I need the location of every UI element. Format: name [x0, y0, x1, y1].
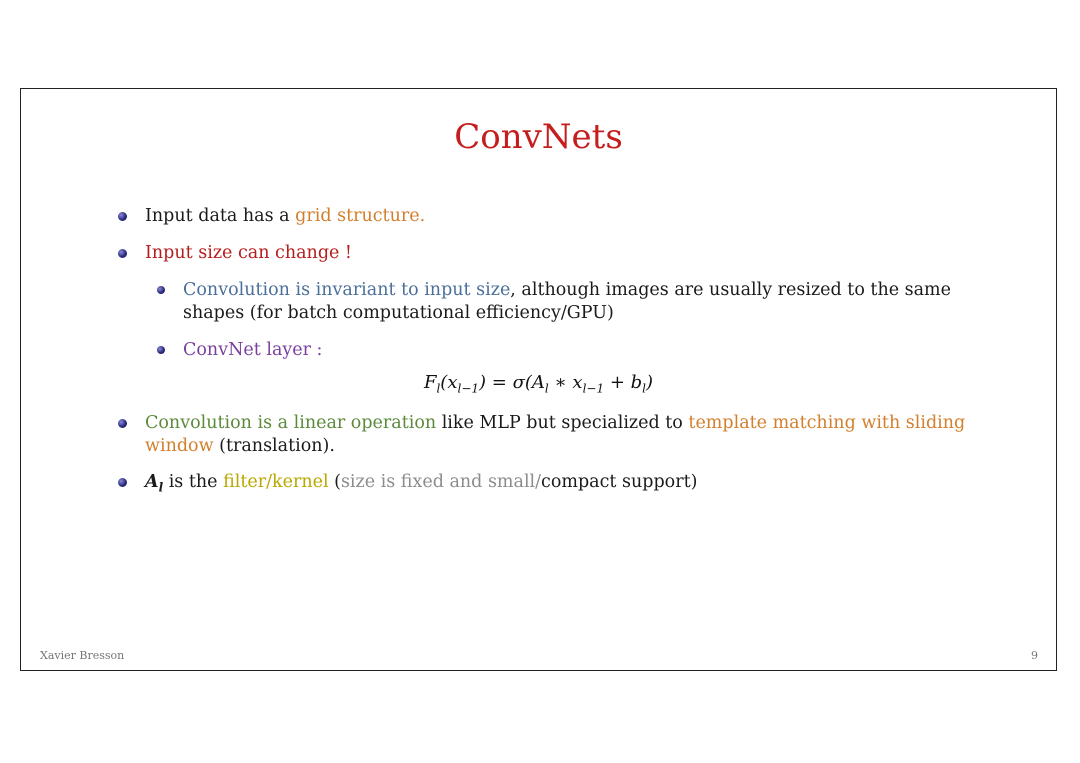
bullet-icon [118, 419, 127, 428]
filter-symbol: $A_l$ [145, 472, 164, 495]
bullet-icon [118, 249, 127, 258]
size-fixed-highlight: size is fixed and small/ [340, 472, 542, 492]
invariance-highlight: Convolution is invariant to input size [183, 280, 511, 300]
slide-frame [20, 88, 1057, 671]
slide-title: ConvNets [454, 117, 623, 157]
linear-operation-highlight: Convolution is a linear operation [145, 413, 437, 433]
template-matching-highlight: template matching with sliding [688, 413, 966, 433]
footer-author: Xavier Bresson [40, 649, 125, 662]
bullet-icon [118, 212, 127, 221]
filter-kernel-highlight: filter/kernel [223, 472, 329, 492]
sub-bullet-convnet-layer: ConvNet layer : [183, 340, 323, 360]
bullet-grid-structure: Input data has a grid structure. [145, 206, 426, 226]
convnet-layer-formula: $F_l(x_{l-1}) = \sigma(A_l$ ∗ $x_{l-1} + b_l$) [423, 372, 654, 396]
grid-structure-highlight: grid structure. [295, 206, 426, 226]
sub-bullet-invariance: Convolution is invariant to input size, although images are usually resized to the same shapes (for batch computational efficiency/GPU) [183, 280, 952, 323]
bullet-icon [118, 478, 127, 487]
bullet-input-size: Input size can change ! [145, 243, 352, 263]
sub-bullet-icon [157, 346, 165, 354]
bullet-linear-operation: Convolution is a linear operation like MLP but specialized to template matching with sliding window (translation). [145, 413, 966, 456]
bullet-filter-kernel: $A_l$ is the filter/kernel (size is fixed and small/compact support) [145, 472, 698, 495]
sub-bullet-icon [157, 286, 165, 294]
footer-page-number: 9 [1031, 649, 1038, 662]
window-highlight: window [145, 436, 214, 456]
